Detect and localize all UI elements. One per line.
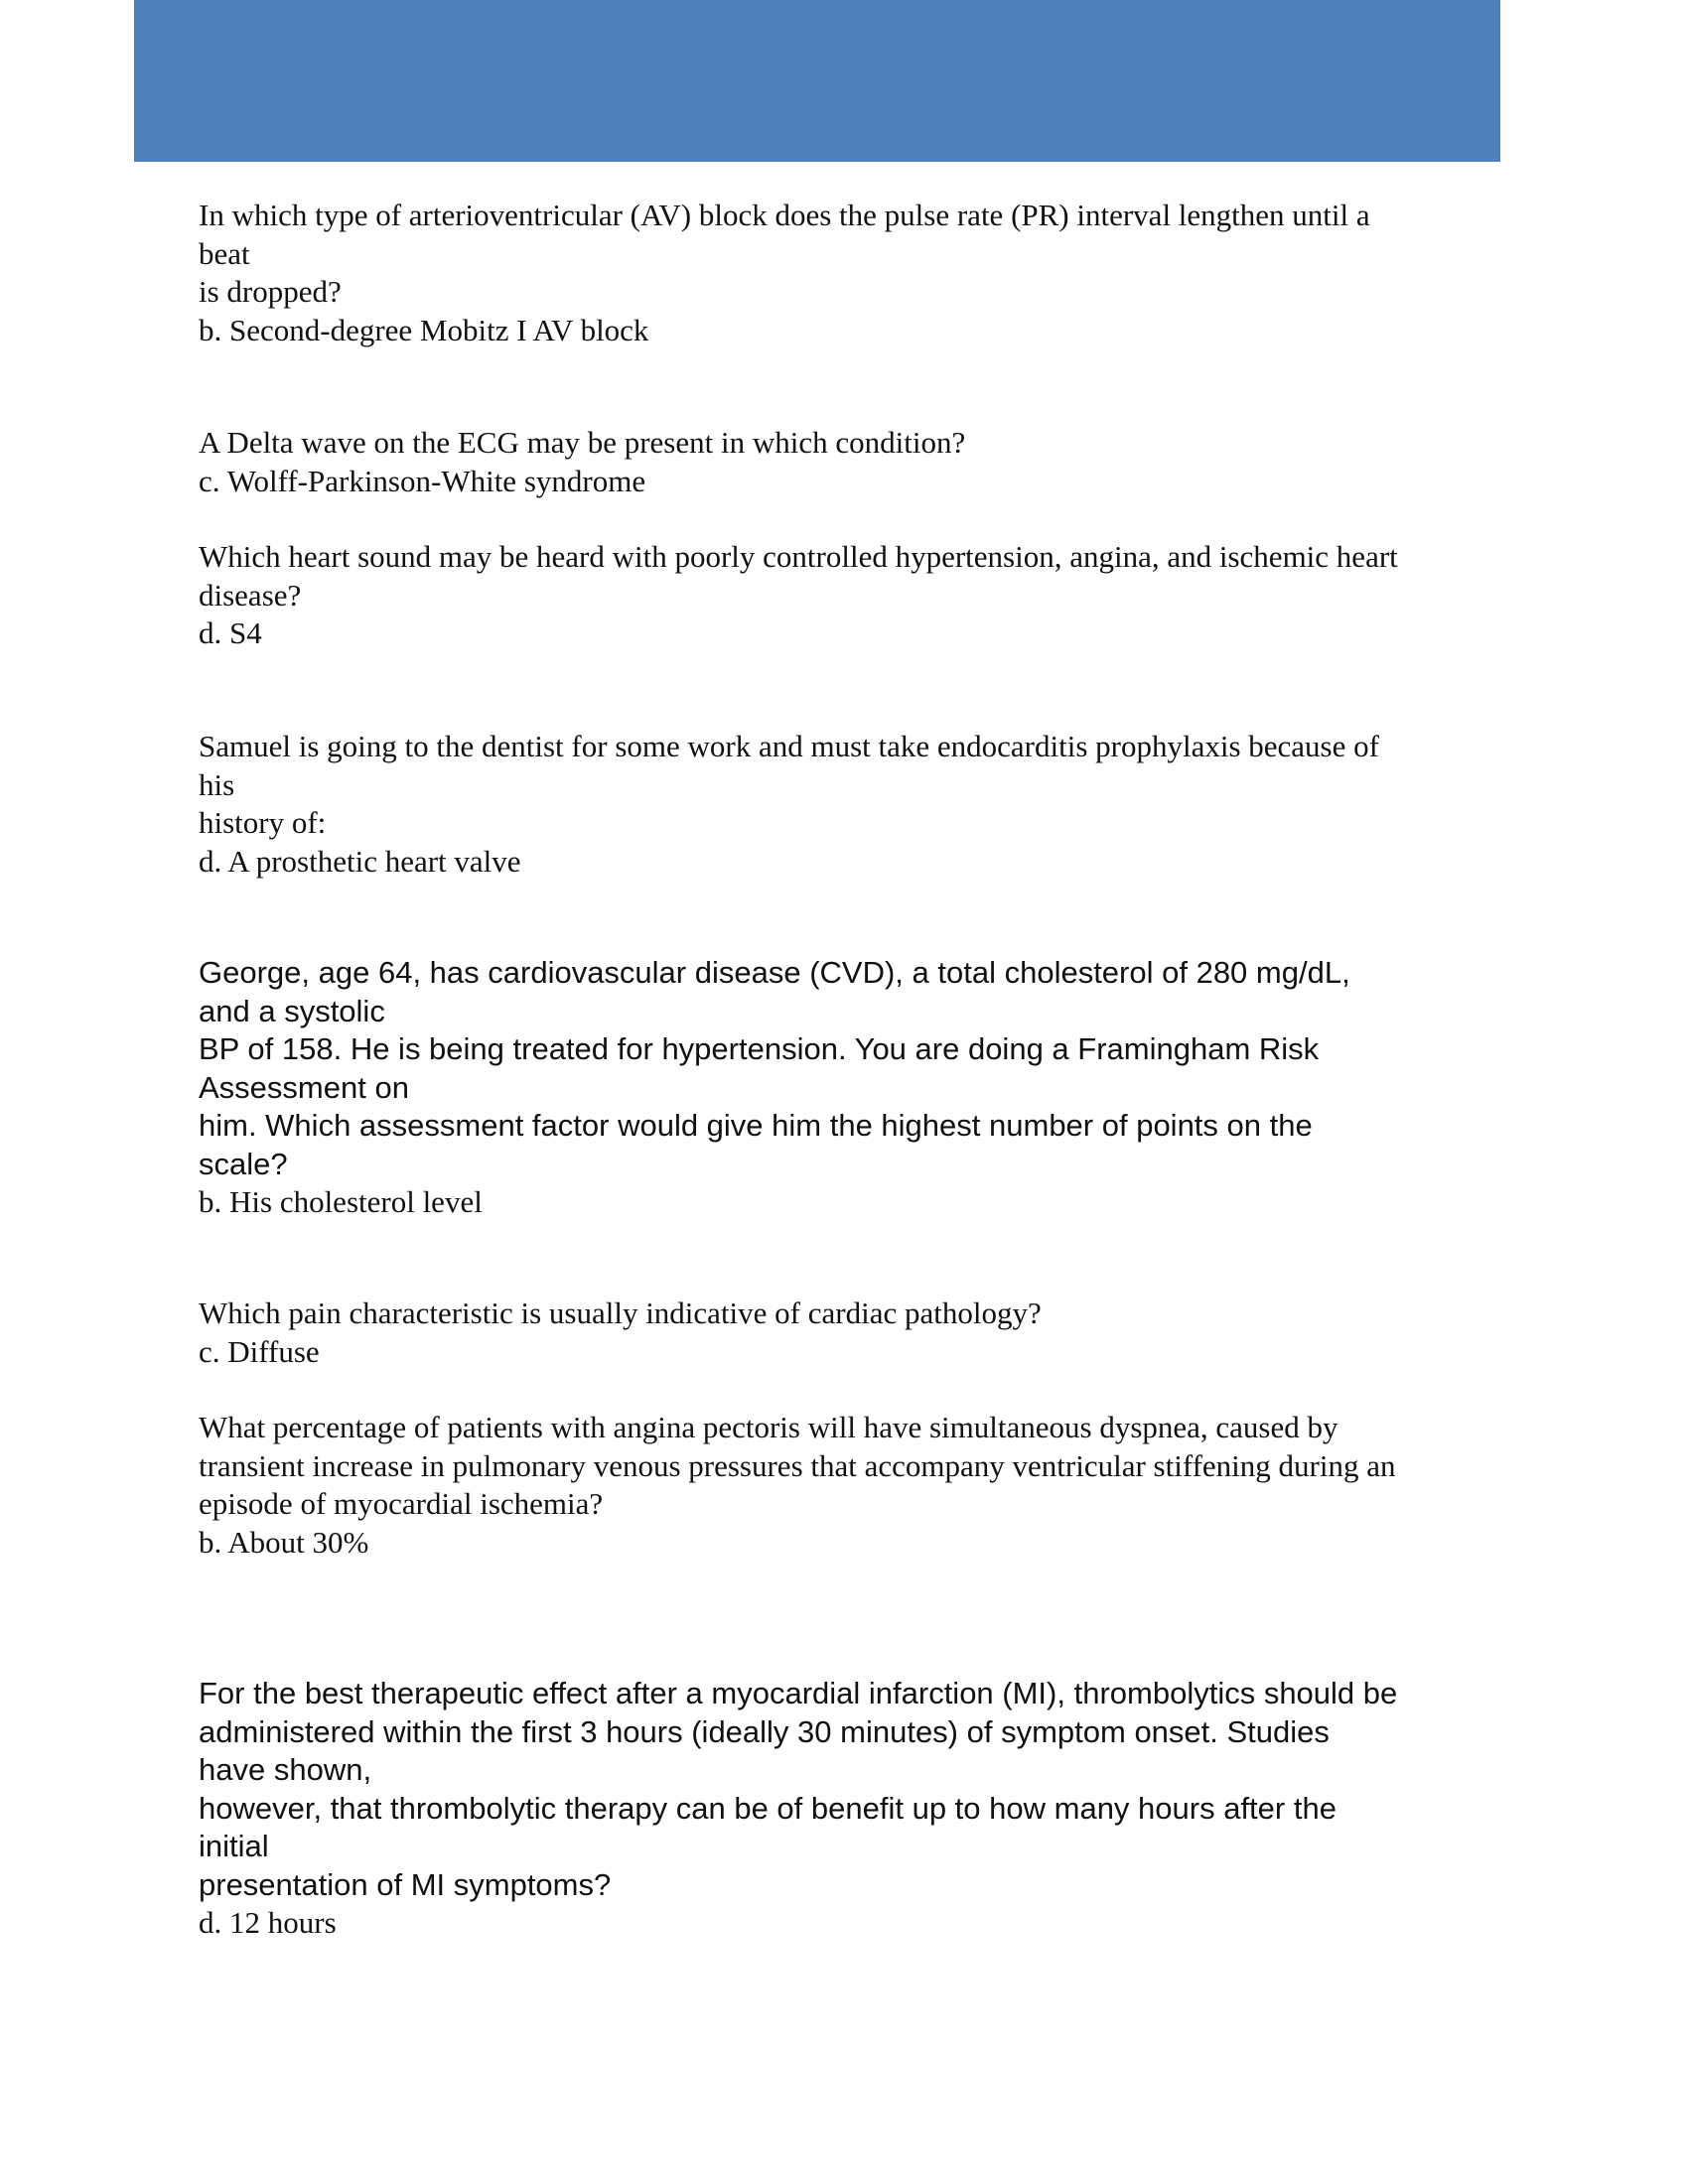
qa-item-2 xyxy=(199,424,1489,500)
question-line: presentation of MI symptoms? xyxy=(199,1866,612,1902)
qa-item-5 xyxy=(199,954,1489,1222)
answer-line: b. About 30% xyxy=(199,1524,369,1560)
question-line: history of: xyxy=(199,805,327,840)
question-line: Assessment on xyxy=(199,1069,409,1105)
answer-line: c. Wolff-Parkinson-White syndrome xyxy=(199,463,646,498)
question-line: episode of myocardial ischemia? xyxy=(199,1486,604,1521)
question-line: A Delta wave on the ECG may be present in which condition? xyxy=(199,425,966,460)
qa-item-6 xyxy=(199,1295,1489,1371)
question-line: administered within the first 3 hours (ideally 30 minutes) of symptom onset. Studies xyxy=(199,1713,1330,1749)
answer-line: b. His cholesterol level xyxy=(199,1184,483,1219)
question-line: however, that thrombolytic therapy can be of benefit up to how many hours after the xyxy=(199,1790,1336,1826)
answer-line: d. 12 hours xyxy=(199,1905,337,1940)
question-line: is dropped? xyxy=(199,274,342,309)
question-line: transient increase in pulmonary venous pressures that accompany ventricular stiffening during an xyxy=(199,1447,1396,1483)
answer-line: d. S4 xyxy=(199,615,262,650)
answer-line: c. Diffuse xyxy=(199,1333,320,1369)
question-line: initial xyxy=(199,1829,269,1863)
question-line: Which heart sound may be heard with poorly controlled hypertension, angina, and ischemic heart xyxy=(199,539,1398,574)
question-line: his xyxy=(199,766,235,802)
question-line: What percentage of patients with angina pectoris will have simultaneous dyspnea, caused by xyxy=(199,1410,1338,1444)
question-line: and a systolic xyxy=(199,993,385,1028)
qa-item-1 xyxy=(199,197,1489,349)
question-line: disease? xyxy=(199,577,302,613)
question-line: Samuel is going to the dentist for some work and must take endocarditis prophylaxis because of xyxy=(199,729,1379,763)
question-line: Which pain characteristic is usually indicative of cardiac pathology? xyxy=(199,1296,1042,1330)
question-line: scale? xyxy=(199,1146,288,1181)
question-line: have shown, xyxy=(199,1752,372,1787)
qa-item-7 xyxy=(199,1409,1489,1562)
question-line: For the best therapeutic effect after a myocardial infarction (MI), thrombolytics should be xyxy=(199,1676,1398,1710)
qa-item-8 xyxy=(199,1675,1489,1943)
question-line: In which type of arterioventricular (AV) block does the pulse rate (PR) interval lengthen until a xyxy=(199,198,1370,232)
question-line: him. Which assessment factor would give him the highest number of points on the xyxy=(199,1108,1313,1143)
qa-item-3 xyxy=(199,538,1489,653)
question-line: beat xyxy=(199,235,250,271)
question-line: George, age 64, has cardiovascular disease (CVD), a total cholesterol of 280 mg/dL, xyxy=(199,955,1350,990)
answer-line: b. Second-degree Mobitz I AV block xyxy=(199,312,649,347)
qa-item-4 xyxy=(199,728,1489,881)
question-line: BP of 158. He is being treated for hypertension. You are doing a Framingham Risk xyxy=(199,1031,1320,1066)
header-band xyxy=(134,0,1500,162)
answer-line: d. A prosthetic heart valve xyxy=(199,843,521,879)
